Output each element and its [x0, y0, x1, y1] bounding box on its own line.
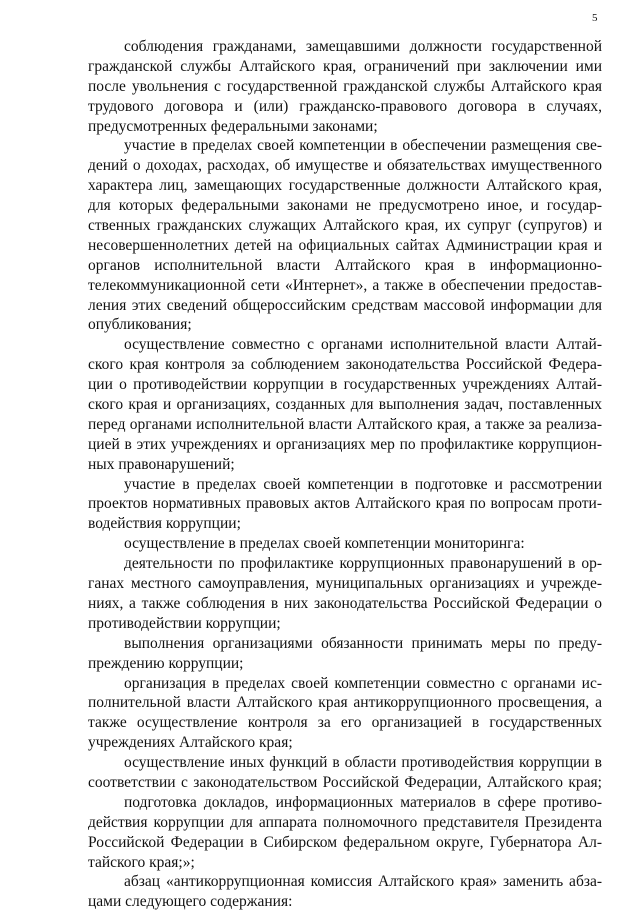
text-line: ции о противодействии коррупции в государственных учреждениях Алтай- [88, 376, 602, 394]
text-line: абзац «антикоррупционная комиссия Алтайского края» заменить абза- [124, 873, 602, 891]
text-line: противодействии коррупции; [88, 614, 281, 632]
text-line: преждению коррупции; [88, 654, 244, 672]
text-line: после увольнения с государственной гражданской службы Алтайского края [88, 77, 602, 95]
text-line: цами следующего содержания: [88, 893, 293, 911]
text-line: учреждениях Алтайского края; [88, 734, 293, 752]
text-line: ления этих сведений общероссийским средствам массовой информации для [88, 296, 602, 314]
text-line: тайского края;»; [88, 853, 195, 871]
text-line: предусмотренных федеральными законами; [88, 117, 378, 135]
text-line: участие в пределах своей компетенции в обеспечении размещения све- [124, 137, 602, 155]
text-line: ственных гражданских служащих Алтайского края, их супруг (супругов) и [88, 217, 602, 235]
text-line: осуществление иных функций в области противодействия коррупции в [124, 754, 602, 772]
text-line: полнительной власти Алтайского края антикоррупционного просвещения, а [88, 694, 602, 712]
text-line: осуществление в пределах своей компетенции мониторинга: [124, 535, 525, 553]
text-line: осуществление совместно с органами исполнительной власти Алтай- [124, 336, 602, 354]
text-line: телекоммуникационной сети «Интернет», а также в обеспечении предостав- [88, 276, 602, 294]
text-line: дений о доходах, расходах, об имуществе и обязательствах имущественного [88, 157, 602, 175]
text-line: ганах местного самоуправления, муниципальных организациях и учрежде- [88, 575, 602, 593]
page-number: 5 [592, 12, 598, 24]
text-line: несовершеннолетних детей на официальных сайтах Администрации края и [88, 236, 602, 254]
document-body [88, 37, 602, 912]
text-line: проектов нормативных правовых актов Алтайского края по вопросам проти- [88, 495, 602, 513]
text-line: перед органами исполнительной власти Алтайского края, а также за реализа- [88, 415, 602, 433]
text-line: организация в пределах своей компетенции совместно с органами ис- [124, 674, 602, 692]
text-line: гражданской службы Алтайского края, ограничений при заключении ими [88, 57, 602, 75]
text-line: опубликования; [88, 316, 192, 334]
text-line: ниях, а также соблюдения в них законодательства Российской Федерации о [88, 594, 602, 612]
text-line: Российской Федерации в Сибирском федеральном округе, Губернатора Ал- [88, 833, 602, 851]
text-line: ных правонарушений; [88, 455, 235, 473]
text-line: соблюдения гражданами, замещавшими должности государственной [124, 38, 602, 55]
text-line: для которых федеральными законами не предусмотрено иное, и государ- [88, 197, 602, 215]
text-line: ского края контроля за соблюдением законодательства Российской Федера- [88, 356, 602, 374]
text-line: деятельности по профилактике коррупционных правонарушений в ор- [124, 555, 602, 573]
text-line: ского края и организациях, созданных для выполнения задач, поставленных [88, 396, 602, 414]
text-line: соответствии с законодательством Российской Федерации, Алтайского края; [88, 773, 602, 791]
text-line: трудового договора и (или) гражданско-правового договора в случаях, [88, 97, 602, 115]
text-line: также осуществление контроля за его организацией в государственных [88, 714, 602, 732]
text-line: цией в этих учреждениях и организациях мер по профилактике коррупцион- [88, 435, 602, 453]
text-line: подготовка докладов, информационных материалов в сфере противо- [124, 793, 602, 811]
text-line: характера лиц, замещающих государственные должности Алтайского края, [88, 177, 602, 195]
text-line: органов исполнительной власти Алтайского края в информационно- [88, 256, 602, 274]
text-line: участие в пределах своей компетенции в подготовке и рассмотрении [124, 475, 602, 493]
text-line: выполнения организациями обязанности принимать меры по преду- [124, 634, 602, 652]
text-line: водействия коррупции; [88, 515, 241, 533]
text-line: действия коррупции для аппарата полномочного представителя Президента [88, 813, 602, 831]
